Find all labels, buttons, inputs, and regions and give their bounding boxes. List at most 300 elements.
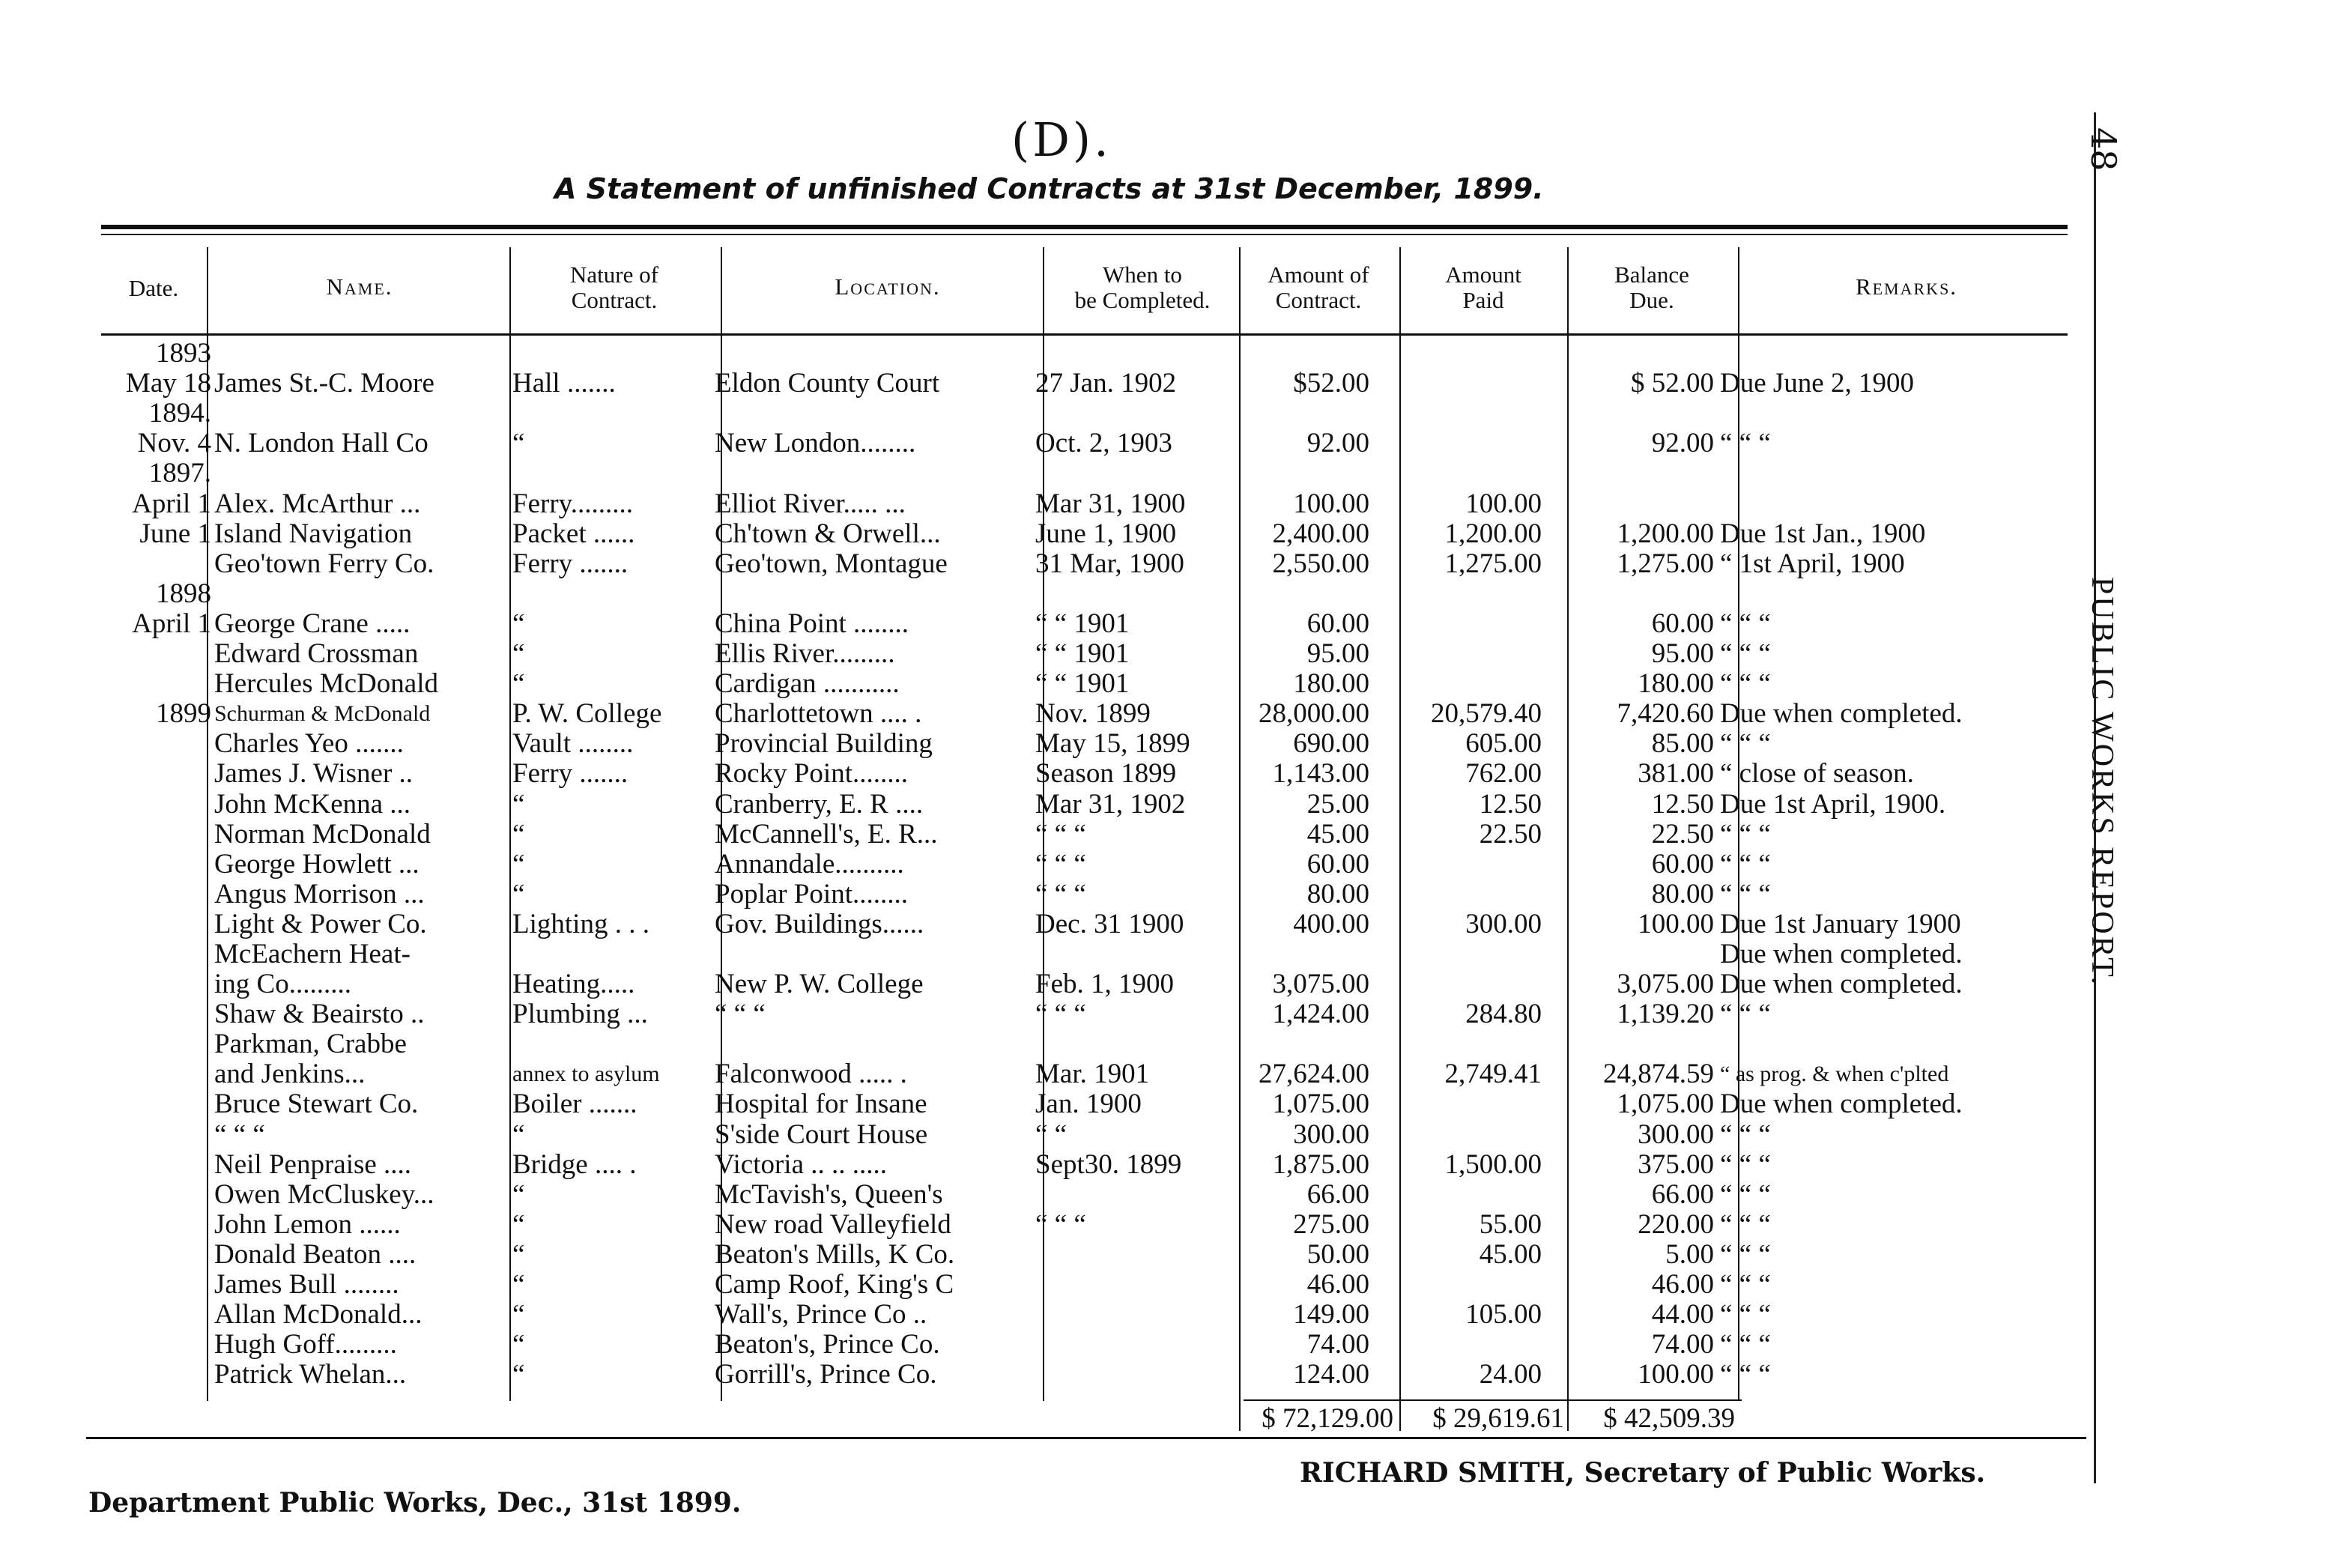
cell-when xyxy=(1032,1270,1218,1300)
cell-remarks: “ “ “ xyxy=(1720,848,1771,880)
cell-when: “ “ “ xyxy=(1035,818,1086,850)
cell-amount xyxy=(1218,1029,1372,1059)
cell-date xyxy=(82,1360,211,1390)
cell-name: McEachern Heat- xyxy=(214,938,411,969)
cell-balance xyxy=(1545,488,1717,518)
cell-balance: 220.00 xyxy=(1638,1208,1714,1240)
cell-name: Shaw & Beairsto .. xyxy=(214,999,425,1030)
total-paid: $ 29,619.61 xyxy=(1432,1403,1564,1434)
cell-location: Provincial Building xyxy=(715,728,933,760)
table-row xyxy=(82,399,2053,429)
cell-name: Parkman, Crabbe xyxy=(214,1029,407,1060)
cell-remarks: “ “ “ xyxy=(1720,818,1771,850)
cell-paid: 12.50 xyxy=(1479,788,1542,820)
cell-amount: 28,000.00 xyxy=(1259,698,1369,730)
cell-nature: “ xyxy=(512,1299,525,1331)
cell-location: Beaton's Mills, K Co. xyxy=(715,1238,955,1270)
cell-balance: 95.00 xyxy=(1651,638,1714,670)
cell-amount: $52.00 xyxy=(1293,368,1369,399)
cell-balance: 1,275.00 xyxy=(1617,548,1714,579)
cell-nature: Vault ........ xyxy=(512,728,634,760)
cell-remarks: “ 1st April, 1900 xyxy=(1720,548,1905,579)
cell-when xyxy=(1032,458,1218,488)
cell-location xyxy=(712,939,1032,969)
cell-amount: 92.00 xyxy=(1306,428,1369,459)
cell-balance: 300.00 xyxy=(1638,1119,1714,1150)
table-row xyxy=(82,339,2053,369)
cell-paid: 45.00 xyxy=(1479,1238,1542,1270)
table-row xyxy=(82,1119,2053,1149)
cell-nature: Ferry......... xyxy=(512,488,633,519)
cell-nature: Ferry ....... xyxy=(512,548,629,579)
cell-name: Alex. McArthur ... xyxy=(214,488,421,519)
cell-amount: 180.00 xyxy=(1293,668,1369,700)
cell-paid xyxy=(1372,369,1545,399)
cell-amount: 2,550.00 xyxy=(1272,548,1369,579)
cell-nature: “ xyxy=(512,1269,525,1300)
cell-nature: Packet ...... xyxy=(512,518,635,549)
cell-nature: Hall ....... xyxy=(512,368,616,399)
cell-amount: 60.00 xyxy=(1306,608,1369,639)
table-row xyxy=(82,369,2053,399)
cell-date: June 1 xyxy=(139,518,211,549)
cell-name: John McKenna ... xyxy=(214,788,411,820)
cell-amount: 27,624.00 xyxy=(1259,1059,1369,1090)
cell-nature xyxy=(509,458,712,488)
cell-date: Nov. 4 xyxy=(137,428,211,459)
cell-name: Light & Power Co. xyxy=(214,908,427,939)
cell-paid xyxy=(1372,399,1545,429)
cell-name: ing Co......... xyxy=(214,969,351,1000)
cell-when xyxy=(1032,1180,1218,1210)
cell-location: Gorrill's, Prince Co. xyxy=(715,1359,937,1390)
cell-name: Hercules McDonald xyxy=(214,668,438,700)
cell-nature: Bridge .... . xyxy=(512,1148,637,1180)
cell-location: Charlottetown .... . xyxy=(715,698,922,730)
section-letter: (D). xyxy=(1011,112,1112,167)
cell-paid: 1,275.00 xyxy=(1444,548,1542,579)
cell-paid: 24.00 xyxy=(1479,1359,1542,1390)
cell-location: New road Valleyfield xyxy=(715,1208,951,1240)
cell-date xyxy=(82,759,211,789)
table-row xyxy=(82,909,2053,939)
cell-remarks: “ “ “ xyxy=(1720,1299,1771,1331)
cell-date xyxy=(82,999,211,1029)
cell-balance: 22.50 xyxy=(1651,818,1714,850)
cell-date xyxy=(82,1059,211,1089)
cell-paid xyxy=(1372,1270,1545,1300)
cell-name: James Bull ........ xyxy=(214,1269,399,1300)
cell-when xyxy=(1032,1029,1218,1059)
cell-name: George Crane ..... xyxy=(214,608,411,639)
top-rule-thick xyxy=(101,225,2068,229)
top-rule-thin xyxy=(101,234,2068,235)
cell-location: China Point ........ xyxy=(715,608,909,639)
cell-amount: 80.00 xyxy=(1306,878,1369,909)
header-date: Date. xyxy=(128,275,179,301)
cell-nature: “ xyxy=(512,1238,525,1270)
cell-paid: 1,200.00 xyxy=(1444,518,1542,549)
cell-balance: 44.00 xyxy=(1651,1299,1714,1331)
cell-nature: “ xyxy=(512,1208,525,1240)
cell-location: Camp Roof, King's C xyxy=(715,1269,954,1300)
cell-paid xyxy=(1372,1089,1545,1119)
cell-balance: $ 52.00 xyxy=(1631,368,1714,399)
cell-remarks: “ “ “ xyxy=(1720,728,1771,760)
cell-date xyxy=(82,969,211,999)
cell-when xyxy=(1032,339,1218,369)
cell-balance xyxy=(1545,1029,1717,1059)
cell-when: “ “ 1901 xyxy=(1035,638,1130,670)
cell-location xyxy=(712,1029,1032,1059)
cell-nature: “ xyxy=(512,428,525,459)
cell-balance: 180.00 xyxy=(1638,668,1714,700)
cell-when: Oct. 2, 1903 xyxy=(1035,428,1172,459)
cell-date: 1898 xyxy=(156,578,211,609)
cell-date xyxy=(82,909,211,939)
signature-line: RICHARD SMITH, Secretary of Public Works. xyxy=(1300,1457,1986,1489)
cell-amount: 300.00 xyxy=(1293,1119,1369,1150)
cell-date xyxy=(82,639,211,669)
cell-location: Falconwood ..... . xyxy=(715,1059,907,1090)
cell-when: “ “ “ xyxy=(1035,878,1086,909)
table-row xyxy=(82,1360,2053,1390)
cell-date xyxy=(82,880,211,909)
cell-location: New London........ xyxy=(715,428,916,459)
cell-date xyxy=(82,1240,211,1270)
cell-when: “ “ “ xyxy=(1035,1208,1086,1240)
cell-name: John Lemon ...... xyxy=(214,1208,401,1240)
cell-paid xyxy=(1372,429,1545,458)
cell-remarks: “ “ “ xyxy=(1720,638,1771,670)
cell-date: April 1 xyxy=(132,488,211,519)
cell-nature: Ferry ....... xyxy=(512,758,629,790)
cell-balance: 375.00 xyxy=(1638,1148,1714,1180)
cell-location: S'side Court House xyxy=(715,1119,928,1150)
cell-remarks: Due when completed. xyxy=(1720,1089,1963,1120)
cell-nature: Heating..... xyxy=(512,969,635,1000)
cell-location: Poplar Point........ xyxy=(715,878,908,909)
table-row xyxy=(82,1180,2053,1210)
cell-paid xyxy=(1372,939,1545,969)
cell-paid xyxy=(1372,850,1545,880)
cell-when: Nov. 1899 xyxy=(1035,698,1151,730)
cell-amount xyxy=(1218,939,1372,969)
cell-amount: 3,075.00 xyxy=(1272,969,1369,1000)
cell-remarks xyxy=(1717,488,2053,518)
table-row xyxy=(82,1330,2053,1360)
cell-balance: 80.00 xyxy=(1651,878,1714,909)
cell-remarks: “ “ “ xyxy=(1720,608,1771,639)
total-amount: $ 72,129.00 xyxy=(1262,1403,1393,1434)
cell-location: “ “ “ xyxy=(715,999,766,1030)
cell-nature xyxy=(509,1029,712,1059)
cell-remarks xyxy=(1717,1029,2053,1059)
cell-date xyxy=(82,1119,211,1149)
cell-date xyxy=(82,1210,211,1240)
cell-amount: 95.00 xyxy=(1306,638,1369,670)
table-row xyxy=(82,850,2053,880)
table-row xyxy=(82,458,2053,488)
cell-balance xyxy=(1545,458,1717,488)
cell-paid xyxy=(1372,579,1545,609)
cell-remarks: Due when completed. xyxy=(1720,698,1963,730)
cell-balance: 46.00 xyxy=(1651,1269,1714,1300)
table-row xyxy=(82,488,2053,518)
cell-balance: 1,139.20 xyxy=(1617,999,1714,1030)
cell-when: Dec. 31 1900 xyxy=(1035,908,1184,939)
cell-name: Charles Yeo ....... xyxy=(214,728,404,760)
cell-remarks xyxy=(1717,458,2053,488)
cell-amount: 66.00 xyxy=(1306,1178,1369,1210)
table-row xyxy=(82,579,2053,609)
cell-location: Victoria .. .. ..... xyxy=(715,1148,888,1180)
cell-remarks: “ “ “ xyxy=(1720,1359,1771,1390)
cell-when xyxy=(1032,1330,1218,1360)
cell-amount: 74.00 xyxy=(1306,1329,1369,1360)
cell-nature xyxy=(509,399,712,429)
cell-date: 1899 xyxy=(156,698,211,730)
cell-when: Sept30. 1899 xyxy=(1035,1148,1182,1180)
cell-remarks: “ “ “ xyxy=(1720,878,1771,909)
cell-date xyxy=(82,939,211,969)
cell-when: 27 Jan. 1902 xyxy=(1035,368,1177,399)
cell-nature xyxy=(509,579,712,609)
cell-date xyxy=(82,1270,211,1300)
cell-nature: “ xyxy=(512,848,525,880)
header-location: Location. xyxy=(835,273,941,300)
cell-paid xyxy=(1372,880,1545,909)
cell-when: “ “ 1901 xyxy=(1035,668,1130,700)
cell-amount: 1,143.00 xyxy=(1272,758,1369,790)
header-when: When to be Completed. xyxy=(1074,261,1211,313)
cell-location: Ch'town & Orwell... xyxy=(715,518,941,549)
cell-when: “ “ 1901 xyxy=(1035,608,1130,639)
cell-amount: 690.00 xyxy=(1293,728,1369,760)
cell-date xyxy=(82,1150,211,1180)
cell-when: June 1, 1900 xyxy=(1035,518,1177,549)
cell-paid xyxy=(1372,1330,1545,1360)
cell-remarks: “ “ “ xyxy=(1720,1119,1771,1150)
cell-date xyxy=(82,850,211,880)
cell-name: Edward Crossman xyxy=(214,638,419,670)
cell-location: Geo'town, Montague xyxy=(715,548,948,579)
header-nature: Nature of Contract. xyxy=(570,261,658,313)
cell-when: Jan. 1900 xyxy=(1035,1089,1142,1120)
header-name: Name. xyxy=(326,273,393,300)
cell-remarks: “ “ “ xyxy=(1720,1178,1771,1210)
cell-nature xyxy=(509,939,712,969)
cell-nature: “ xyxy=(512,1359,525,1390)
cell-name: Hugh Goff......... xyxy=(214,1329,397,1360)
cell-balance xyxy=(1545,339,1717,369)
cell-paid xyxy=(1372,1180,1545,1210)
header-balance: Balance Due. xyxy=(1614,261,1689,313)
cell-location: New P. W. College xyxy=(715,969,924,1000)
cell-name: Allan McDonald... xyxy=(214,1299,423,1331)
cell-when: Mar. 1901 xyxy=(1035,1059,1150,1090)
cell-balance: 85.00 xyxy=(1651,728,1714,760)
cell-balance: 3,075.00 xyxy=(1617,969,1714,1000)
cell-amount: 124.00 xyxy=(1293,1359,1369,1390)
running-title: PUBLIC WORKS REPORT. xyxy=(2085,577,2119,987)
cell-name: George Howlett ... xyxy=(214,848,420,880)
cell-name xyxy=(211,399,509,429)
cell-when xyxy=(1032,1240,1218,1270)
cell-location: Elliot River..... ... xyxy=(715,488,906,519)
cell-balance: 1,075.00 xyxy=(1617,1089,1714,1120)
cell-date: 1894. xyxy=(148,398,211,429)
cell-remarks: Due when completed. xyxy=(1720,969,1963,1000)
cell-date xyxy=(82,669,211,699)
cell-paid: 605.00 xyxy=(1465,728,1542,760)
cell-name xyxy=(211,458,509,488)
cell-when: “ “ xyxy=(1035,1119,1067,1150)
cell-when xyxy=(1032,399,1218,429)
header-amount: Amount of Contract. xyxy=(1268,261,1369,313)
cell-date: May 18 xyxy=(125,368,211,399)
table-row xyxy=(82,1240,2053,1270)
cell-balance: 100.00 xyxy=(1638,908,1714,939)
cell-name: James St.-C. Moore xyxy=(214,368,434,399)
cell-nature: Lighting . . . xyxy=(512,908,649,939)
cell-remarks: “ “ “ xyxy=(1720,668,1771,700)
cell-balance: 60.00 xyxy=(1651,848,1714,880)
table-row xyxy=(82,609,2053,639)
cell-remarks: Due 1st Jan., 1900 xyxy=(1720,518,1926,549)
cell-location: Rocky Point........ xyxy=(715,758,908,790)
cell-remarks xyxy=(1717,339,2053,369)
cell-location: Cardigan ........... xyxy=(715,668,900,700)
cell-amount: 50.00 xyxy=(1306,1238,1369,1270)
cell-balance xyxy=(1545,939,1717,969)
cell-paid: 300.00 xyxy=(1465,908,1542,939)
table-row xyxy=(82,1270,2053,1300)
cell-remarks: “ “ “ xyxy=(1720,1208,1771,1240)
totals-rule xyxy=(1244,1399,1742,1401)
cell-date xyxy=(82,729,211,759)
table-row xyxy=(82,699,2053,729)
cell-when xyxy=(1032,1300,1218,1330)
cell-name: James J. Wisner .. xyxy=(214,758,414,790)
cell-name: Neil Penpraise .... xyxy=(214,1148,412,1180)
cell-date: April 1 xyxy=(132,608,211,639)
cell-name: Geo'town Ferry Co. xyxy=(214,548,434,579)
table-row xyxy=(82,820,2053,850)
cell-nature: “ xyxy=(512,668,525,700)
cell-amount: 1,875.00 xyxy=(1272,1148,1369,1180)
cell-name: Donald Beaton .... xyxy=(214,1238,417,1270)
cell-amount: 25.00 xyxy=(1306,788,1369,820)
cell-name: “ “ “ xyxy=(214,1119,265,1150)
cell-paid: 284.80 xyxy=(1465,999,1542,1030)
cell-location: Eldon County Court xyxy=(715,368,940,399)
cell-nature: “ xyxy=(512,878,525,909)
cell-name: N. London Hall Co xyxy=(214,428,428,459)
cell-when: Mar 31, 1902 xyxy=(1035,788,1186,820)
cell-paid: 2,749.41 xyxy=(1444,1059,1542,1090)
cell-balance: 24,874.59 xyxy=(1603,1059,1714,1090)
cell-amount: 275.00 xyxy=(1293,1208,1369,1240)
cell-remarks: Due when completed. xyxy=(1720,938,1963,969)
cell-paid xyxy=(1372,458,1545,488)
cell-date xyxy=(82,1180,211,1210)
cell-when xyxy=(1032,939,1218,969)
cell-date xyxy=(82,820,211,850)
cell-location: Hospital for Insane xyxy=(715,1089,927,1120)
cell-when: Season 1899 xyxy=(1035,758,1177,790)
cell-nature: Boiler ....... xyxy=(512,1089,637,1120)
cell-nature: annex to asylum xyxy=(512,1062,660,1087)
cell-amount: 400.00 xyxy=(1293,908,1369,939)
cell-amount: 100.00 xyxy=(1293,488,1369,519)
cell-date xyxy=(82,1029,211,1059)
cell-nature: “ xyxy=(512,1119,525,1150)
cell-balance xyxy=(1545,579,1717,609)
table-row xyxy=(82,880,2053,909)
cell-balance xyxy=(1545,399,1717,429)
table-row xyxy=(82,939,2053,969)
bottom-rule xyxy=(86,1437,2086,1439)
cell-balance: 5.00 xyxy=(1665,1238,1714,1270)
table-row xyxy=(82,1300,2053,1330)
header-remarks: Remarks. xyxy=(1855,273,1958,300)
cell-remarks: “ “ “ xyxy=(1720,1238,1771,1270)
table-row xyxy=(82,999,2053,1029)
cell-paid: 762.00 xyxy=(1465,758,1542,790)
cell-balance: 66.00 xyxy=(1651,1178,1714,1210)
table-row xyxy=(82,519,2053,549)
cell-date: 1897. xyxy=(148,458,211,489)
table-row xyxy=(82,789,2053,819)
cell-paid xyxy=(1372,1119,1545,1149)
cell-amount: 1,424.00 xyxy=(1272,999,1369,1030)
cell-paid: 22.50 xyxy=(1479,818,1542,850)
table-row xyxy=(82,639,2053,669)
cell-remarks xyxy=(1717,579,2053,609)
statement-title: A Statement of unfinished Contracts at 31st December, 1899. xyxy=(554,172,1544,205)
table-row xyxy=(82,669,2053,699)
cell-amount: 45.00 xyxy=(1306,818,1369,850)
cell-amount xyxy=(1218,579,1372,609)
cell-nature: “ xyxy=(512,608,525,639)
cell-name: Angus Morrison ... xyxy=(214,878,425,909)
cell-amount: 149.00 xyxy=(1293,1299,1369,1331)
cell-remarks: “ “ “ xyxy=(1720,999,1771,1030)
cell-amount xyxy=(1218,339,1372,369)
cell-name: and Jenkins... xyxy=(214,1059,366,1090)
page-number: 48 xyxy=(2083,127,2124,172)
cell-balance: 7,420.60 xyxy=(1617,698,1714,730)
cell-name: Patrick Whelan... xyxy=(214,1359,407,1390)
cell-location: Beaton's, Prince Co. xyxy=(715,1329,940,1360)
table-row xyxy=(82,759,2053,789)
cell-remarks: “ “ “ xyxy=(1720,1148,1771,1180)
cell-balance: 74.00 xyxy=(1651,1329,1714,1360)
cell-nature: “ xyxy=(512,788,525,820)
cell-location: Gov. Buildings...... xyxy=(715,908,924,939)
cell-paid xyxy=(1372,639,1545,669)
cell-location: McTavish's, Queen's xyxy=(715,1178,943,1210)
table-row xyxy=(82,429,2053,458)
cell-when: May 15, 1899 xyxy=(1035,728,1190,760)
cell-date xyxy=(82,1300,211,1330)
header-paid: Amount Paid xyxy=(1445,261,1521,313)
cell-paid xyxy=(1372,969,1545,999)
cell-name: Owen McCluskey... xyxy=(214,1178,434,1210)
cell-paid: 100.00 xyxy=(1465,488,1542,519)
cell-location: Cranberry, E. R .... xyxy=(715,788,924,820)
